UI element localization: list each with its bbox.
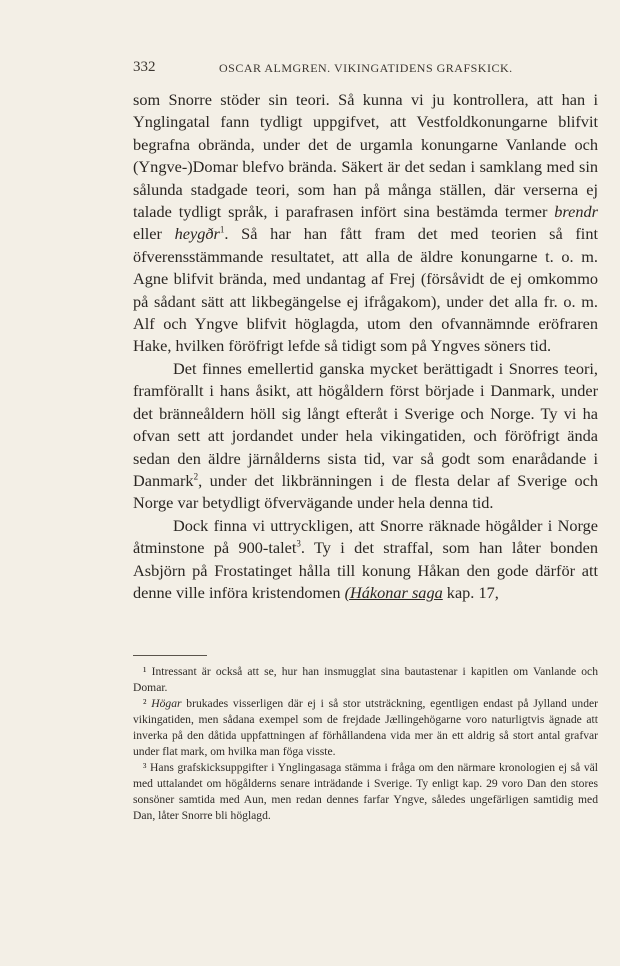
- text-run: ²: [143, 697, 152, 710]
- main-text: [133, 89, 598, 604]
- footnote-2: [133, 696, 598, 760]
- footnotes: [133, 664, 598, 824]
- underlined-citation: (Hákonar saga: [344, 582, 443, 602]
- footnote-1: ¹ Intressant är också att se, hur han insmugglat sina bautastenar i kapitlen om Vanlande och Domar.: [133, 665, 598, 694]
- running-title: OSCAR ALMGREN. VIKINGATIDENS GRAFSKICK.: [219, 61, 513, 75]
- italic-term-hogar: Högar: [151, 697, 182, 710]
- italic-term-heygdr: heygðr: [174, 224, 220, 244]
- text-run: , under det likbränningen i de flesta delar af Sverige och Norge var betydligt öfvervägande under hela denna tid.: [133, 470, 598, 513]
- text-run: kap. 17,: [442, 582, 499, 602]
- text-run: Det finnes emellertid ganska mycket berättigadt i Snorres teori, framförallt i hans åsikt, att högåldern först började i Danmark, under det bränneåldern höll sig långt efteråt i Sverige och Norge. Ty vi ha ofvan sett att jordandet under hela vikingatiden, och föröfrigt ända sedan den äldre järnålderns sista tid, var så godt som enarådande i Danmark: [133, 358, 598, 490]
- text-run: . Ty i det straffal, som han låter bonden Asbjörn på Frostatinget hålla till konung Håkan den gode därför att denne ville införa kristendomen: [133, 538, 598, 602]
- page-number: 332: [133, 59, 156, 75]
- footnote-ref-3: 3: [296, 538, 301, 549]
- paragraph-3: [133, 515, 598, 605]
- text-run: Dock finna vi uttryckligen, att Snorre räknade högålder i Norge åtminstone på 900-talet: [133, 515, 598, 558]
- text-run: brukades visserligen där ej i så stor utsträckning, egentligen endast på Jylland under vikingatiden, men sådana exempel som de frejdade Jællingehögarne voro naturligtvis ägnade att inverka på den dåtida uppfattningen af förhållandena vida mer än ett aldrig så stort antal grafvar under flat mark, om hvilka man föga visste.: [133, 697, 598, 758]
- text-run: eller: [133, 224, 175, 244]
- footnote-3: ³ Hans grafskicksuppgifter i Ynglingasaga stämma i fråga om den närmare kronologien ej så väl med uttalandet om högålderns senare inträdande i Sverige. Ty enligt kap. 29 voro Dan den stores sonsöner samtida med Aun, men redan dennes farfar Yngve, således ungefärligen samtidig med Dan, låter Snorre bli höglagd.: [133, 761, 598, 822]
- text-run: som Snorre stöder sin teori. Så kunna vi ju kontrollera, att han i Ynglingatal fann tydligt uppgifvet, att Vestfoldkonungarne blifvit begrafna obrända, under det de urgamla konungarne Vanlande och (Yngve-)Domar blefvo brända. Säkert är det sedan i samklang med sin sålunda stadgade teori, som han på många ställen, där verserna ej talade tydligt språk, i parafrasen infört sina bestämda termer: [133, 90, 598, 222]
- footnote-divider: [133, 655, 207, 656]
- footnote-ref-1: 1: [219, 225, 225, 236]
- italic-term-brendr: brendr: [554, 202, 598, 222]
- footnote-ref-2: 2: [193, 471, 199, 482]
- text-run: . Så har han fått fram det med teorien så fint öfverensstämmande resultatet, att alla de äldre konungarne t. o. m. Agne blifvit brända, med undantag af Frej (försåvidt de ej omkommo på sådant sätt att likbegängelse ej ifrågakom), under det alla fr. o. m. Alf och Yngve blifvit höglagda, utom den ofvannämnde eröfraren Hake, hvilken föröfrigt lefde så tidigt som på Yngves söners tid.: [133, 224, 598, 356]
- paragraph-2: [133, 358, 598, 515]
- paragraph-1: [133, 89, 598, 358]
